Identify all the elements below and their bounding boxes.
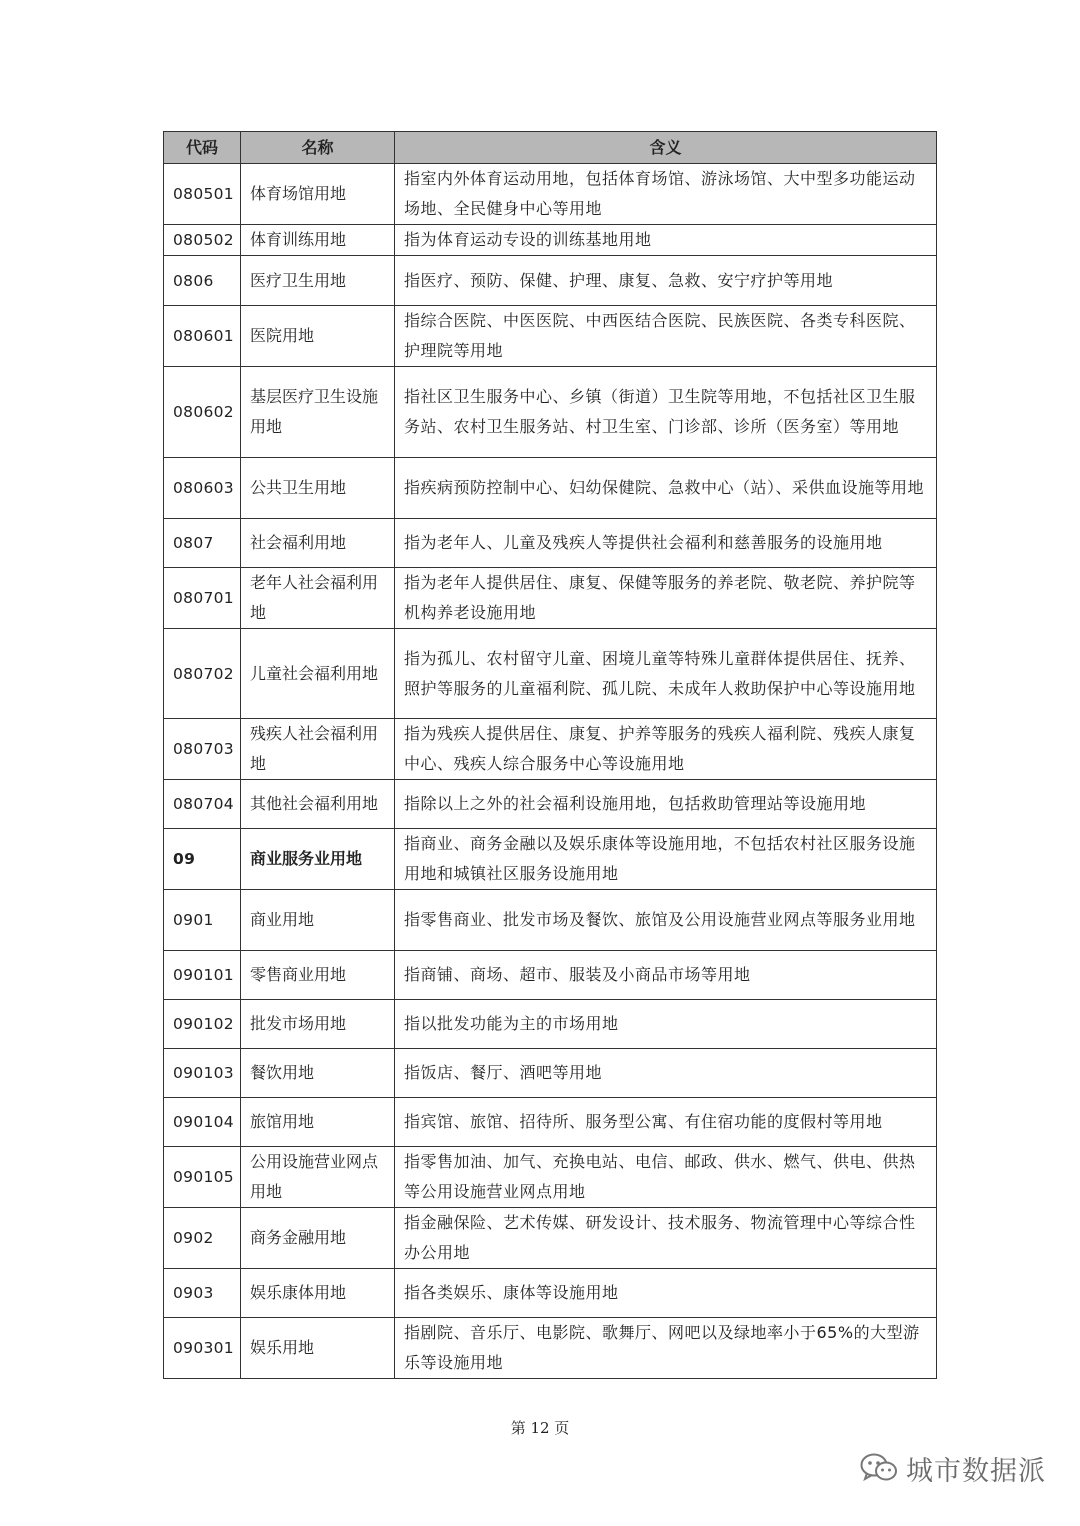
row-code: 0901 (164, 890, 241, 951)
row-name: 医院用地 (241, 306, 395, 367)
page-number: 第 12 页 (510, 1419, 570, 1437)
row-code: 09 (164, 829, 241, 890)
row-desc: 指饭店、餐厅、酒吧等用地 (395, 1049, 937, 1098)
row-desc: 指为体育运动专设的训练基地用地 (395, 225, 937, 256)
table-row (164, 225, 937, 256)
row-code: 080602 (164, 367, 241, 458)
row-name: 其他社会福利用地 (241, 780, 395, 829)
header-meaning: 含义 (395, 132, 937, 164)
table-row (164, 1098, 937, 1147)
row-name: 批发市场用地 (241, 1000, 395, 1049)
row-code: 0903 (164, 1269, 241, 1318)
row-desc: 指综合医院、中医医院、中西医结合医院、民族医院、各类专科医院、护理院等用地 (395, 306, 937, 367)
watermark-text: 城市数据派 (906, 1455, 1046, 1487)
row-code: 080704 (164, 780, 241, 829)
row-desc: 指以批发功能为主的市场用地 (395, 1000, 937, 1049)
table-row (164, 306, 937, 367)
land-use-table (163, 131, 937, 1379)
table-row (164, 164, 937, 225)
row-desc: 指疾病预防控制中心、妇幼保健院、急救中心（站）、采供血设施等用地 (395, 458, 937, 519)
row-code: 080703 (164, 719, 241, 780)
row-name: 儿童社会福利用地 (241, 629, 395, 719)
row-code: 080701 (164, 568, 241, 629)
row-code: 080502 (164, 225, 241, 256)
row-name: 基层医疗卫生设施用地 (241, 367, 395, 458)
table-row (164, 367, 937, 458)
row-code: 090301 (164, 1318, 241, 1379)
row-desc: 指社区卫生服务中心、乡镇（街道）卫生院等用地，不包括社区卫生服务站、农村卫生服务站、村卫生室、门诊部、诊所（医务室）等用地 (395, 367, 937, 458)
table-row (164, 1147, 937, 1208)
table-row (164, 1049, 937, 1098)
table-row (164, 458, 937, 519)
row-name: 商业服务业用地 (241, 829, 395, 890)
row-desc: 指为老年人、儿童及残疾人等提供社会福利和慈善服务的设施用地 (395, 519, 937, 568)
row-code: 080603 (164, 458, 241, 519)
header-code: 代码 (164, 132, 241, 164)
row-code: 090104 (164, 1098, 241, 1147)
table-row (164, 1318, 937, 1379)
row-code: 090103 (164, 1049, 241, 1098)
watermark (860, 1448, 1046, 1488)
table-row (164, 780, 937, 829)
table-row (164, 256, 937, 306)
row-code: 0902 (164, 1208, 241, 1269)
table-row (164, 951, 937, 1000)
row-desc: 指为孤儿、农村留守儿童、困境儿童等特殊儿童群体提供居住、抚养、照护等服务的儿童福利院、孤儿院、未成年人救助保护中心等设施用地 (395, 629, 937, 719)
table-row (164, 629, 937, 719)
row-desc: 指为老年人提供居住、康复、保健等服务的养老院、敬老院、养护院等机构养老设施用地 (395, 568, 937, 629)
row-code: 0806 (164, 256, 241, 306)
row-code: 0807 (164, 519, 241, 568)
row-name: 公共卫生用地 (241, 458, 395, 519)
table-row (164, 519, 937, 568)
wechat-icon (860, 1452, 898, 1484)
table-row (164, 719, 937, 780)
row-name: 体育训练用地 (241, 225, 395, 256)
row-name: 旅馆用地 (241, 1098, 395, 1147)
row-code: 090102 (164, 1000, 241, 1049)
row-name: 老年人社会福利用地 (241, 568, 395, 629)
row-name: 医疗卫生用地 (241, 256, 395, 306)
row-name: 娱乐用地 (241, 1318, 395, 1379)
row-desc: 指室内外体育运动用地，包括体育场馆、游泳场馆、大中型多功能运动场地、全民健身中心等用地 (395, 164, 937, 225)
table-row (164, 890, 937, 951)
row-desc: 指商业、商务金融以及娱乐康体等设施用地，不包括农村社区服务设施用地和城镇社区服务设施用地 (395, 829, 937, 890)
row-name: 商务金融用地 (241, 1208, 395, 1269)
row-desc: 指各类娱乐、康体等设施用地 (395, 1269, 937, 1318)
table-header-row (164, 132, 937, 164)
row-name: 残疾人社会福利用地 (241, 719, 395, 780)
table-row (164, 1269, 937, 1318)
table-row (164, 568, 937, 629)
row-desc: 指除以上之外的社会福利设施用地，包括救助管理站等设施用地 (395, 780, 937, 829)
row-desc: 指剧院、音乐厅、电影院、歌舞厅、网吧以及绿地率小于65%的大型游乐等设施用地 (395, 1318, 937, 1379)
row-name: 娱乐康体用地 (241, 1269, 395, 1318)
row-desc: 指为残疾人提供居住、康复、护养等服务的残疾人福利院、残疾人康复中心、残疾人综合服务中心等设施用地 (395, 719, 937, 780)
row-code: 090101 (164, 951, 241, 1000)
table-row (164, 829, 937, 890)
row-name: 商业用地 (241, 890, 395, 951)
row-code: 090105 (164, 1147, 241, 1208)
row-code: 080501 (164, 164, 241, 225)
header-name: 名称 (241, 132, 395, 164)
table-row (164, 1000, 937, 1049)
row-name: 公用设施营业网点用地 (241, 1147, 395, 1208)
row-name: 餐饮用地 (241, 1049, 395, 1098)
table-row (164, 1208, 937, 1269)
row-name: 体育场馆用地 (241, 164, 395, 225)
row-desc: 指零售加油、加气、充换电站、电信、邮政、供水、燃气、供电、供热等公用设施营业网点用地 (395, 1147, 937, 1208)
row-code: 080601 (164, 306, 241, 367)
row-desc: 指医疗、预防、保健、护理、康复、急救、安宁疗护等用地 (395, 256, 937, 306)
row-name: 零售商业用地 (241, 951, 395, 1000)
row-code: 080702 (164, 629, 241, 719)
row-desc: 指宾馆、旅馆、招待所、服务型公寓、有住宿功能的度假村等用地 (395, 1098, 937, 1147)
row-desc: 指商铺、商场、超市、服装及小商品市场等用地 (395, 951, 937, 1000)
row-desc: 指金融保险、艺术传媒、研发设计、技术服务、物流管理中心等综合性办公用地 (395, 1208, 937, 1269)
row-desc: 指零售商业、批发市场及餐饮、旅馆及公用设施营业网点等服务业用地 (395, 890, 937, 951)
row-name: 社会福利用地 (241, 519, 395, 568)
